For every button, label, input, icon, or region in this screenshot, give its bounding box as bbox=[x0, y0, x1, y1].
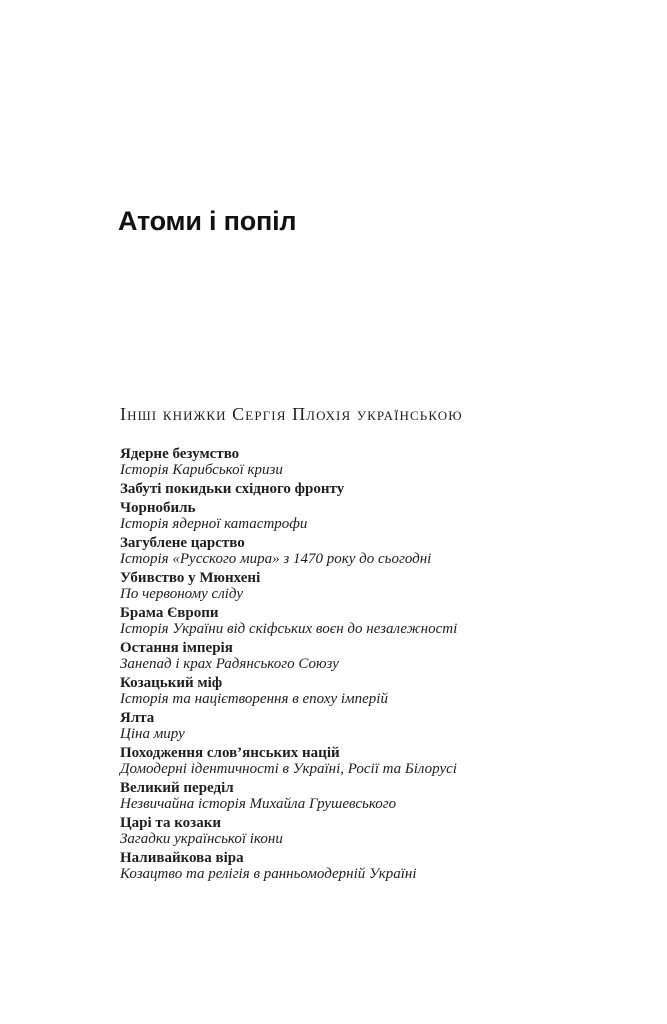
book-list-item bbox=[120, 640, 600, 672]
book-list-item bbox=[120, 605, 600, 637]
book-list-item bbox=[120, 570, 600, 602]
book-list-item bbox=[120, 745, 600, 777]
book-title: Чорнобиль bbox=[120, 500, 196, 516]
book-subtitle: Історія та націєтворення в епоху імперій bbox=[120, 691, 388, 707]
book-title: Загублене царство bbox=[120, 535, 245, 551]
book-list-item bbox=[120, 710, 600, 742]
page-title: Атоми і попіл bbox=[118, 206, 297, 236]
book-subtitle: Загадки української ікони bbox=[120, 831, 283, 847]
book-title: Ялта bbox=[120, 710, 155, 726]
book-subtitle: Історія Карибської кризи bbox=[120, 462, 283, 478]
book-title: Наливайкова віра bbox=[120, 850, 244, 866]
book-list-item bbox=[120, 780, 600, 812]
book-subtitle: По червоному сліду bbox=[120, 586, 243, 602]
book-list-item bbox=[120, 535, 600, 567]
section-heading: Інші книжки Сергія Плохія українською bbox=[120, 404, 463, 424]
book-subtitle: Козацтво та релігія в ранньомодерній Україні bbox=[120, 866, 417, 882]
book-list-item bbox=[120, 446, 600, 478]
book-title: Забуті покидьки східного фронту bbox=[120, 481, 345, 497]
book-title: Брама Європи bbox=[120, 605, 219, 621]
book-subtitle: Занепад і крах Радянського Союзу bbox=[120, 656, 339, 672]
book-subtitle: Історія України від скіфських воєн до незалежності bbox=[120, 621, 458, 637]
book-list bbox=[120, 446, 600, 885]
book-title: Царі та козаки bbox=[120, 815, 221, 831]
book-title: Великий переділ bbox=[120, 780, 234, 796]
book-subtitle: Історія ядерної катастрофи bbox=[120, 516, 308, 532]
book-title: Козацький міф bbox=[120, 675, 223, 691]
book-list-item bbox=[120, 815, 600, 847]
book-title: Походження слов’янських націй bbox=[120, 745, 340, 761]
book-title: Ядерне безумство bbox=[120, 446, 240, 462]
book-subtitle: Домодерні ідентичності в Україні, Росії та Білорусі bbox=[120, 761, 457, 777]
book-subtitle: Ціна миру bbox=[120, 726, 185, 742]
book-subtitle: Історія «Русского мира» з 1470 року до сьогодні bbox=[120, 551, 432, 567]
book-title: Убивство у Мюнхені bbox=[120, 570, 261, 586]
book-list-item bbox=[120, 481, 600, 497]
book-list-item bbox=[120, 850, 600, 882]
book-list-item bbox=[120, 675, 600, 707]
book-subtitle: Незвичайна історія Михайла Грушевського bbox=[120, 796, 397, 812]
book-list-item bbox=[120, 500, 600, 532]
book-title: Остання імперія bbox=[120, 640, 233, 656]
